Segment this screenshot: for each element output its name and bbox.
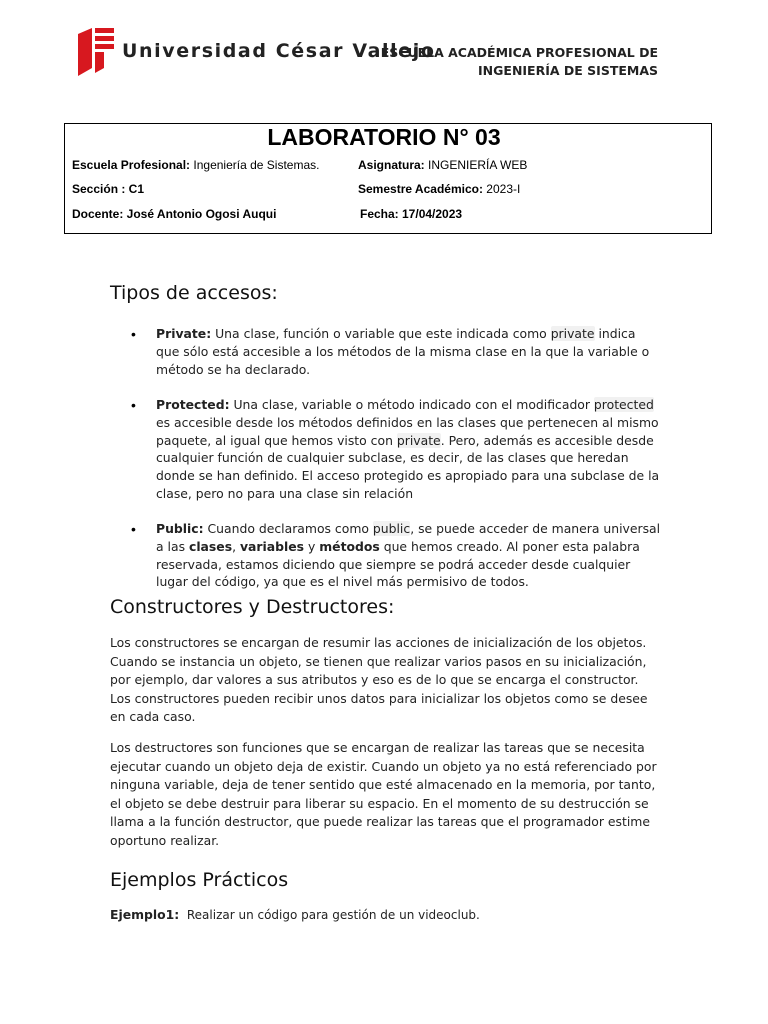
bullet-icon: • bbox=[131, 326, 136, 342]
school-field bbox=[72, 158, 319, 172]
example-1 bbox=[110, 906, 660, 925]
section-heading-constructors: Constructores y Destructores: bbox=[110, 596, 395, 618]
lab-title: LABORATORIO N° 03 bbox=[267, 124, 501, 150]
list-item-private: Private: Una clase, función o variable que este indicada como private indica que sólo está accesible a los métodos de la misma clase en la que la variable o método se ha declarado. bbox=[156, 326, 650, 377]
school-name bbox=[381, 44, 658, 80]
university-logo-icon bbox=[78, 28, 114, 76]
school-field-value: Ingeniería de Sistemas. bbox=[193, 158, 320, 172]
example-1-text: Realizar un código para gestión de un videoclub. bbox=[179, 908, 480, 922]
section-heading-access: Tipos de accesos: bbox=[110, 282, 278, 304]
list-item-public: Public: Cuando declaramos como public, se puede acceder de manera universal a las clases, variables y métodos que hemos creado. Al poner esta palabra reservada, estamos diciendo que siempre se podrá acceder desde cualquier lugar del código, ya que es el nivel más permisivo de todos. bbox=[156, 521, 661, 590]
keyword-private: private bbox=[396, 432, 441, 448]
keyword-protected: protected bbox=[593, 397, 654, 412]
list-item-protected: Protected: Una clase, variable o método indicado con el modificador protected es accesible desde los métodos definidos en las clases que pertenecen al mismo paquete, al igual que hemos visto con private. Pero, además es accesible desde cualquier función de cualquier subclase, es decir, de las clases que heredan donde se han definido. El acceso protegido es apropiado para una subclase de la clase, pero no para una clase sin relación bbox=[156, 397, 660, 501]
keyword-private: private bbox=[550, 326, 595, 341]
paragraph-constructors: Los constructores se encargan de resumir las acciones de inicialización de los objetos. Cuando se instancia un objeto, se tienen que realizar varios pasos en su inicialización, por ejemplo, dar valores a sus atributos y eso es de lo que se encarga el constructor. Los constructores pueden recibir unos datos para inicializar los objetos como se desee en cada caso. bbox=[110, 635, 648, 725]
example-1-label: Ejemplo1: bbox=[110, 907, 180, 922]
semester-field-label: Semestre Académico: bbox=[358, 182, 483, 196]
semester-field-value: 2023-I bbox=[486, 182, 521, 196]
bullet-icon: • bbox=[131, 521, 136, 537]
section-field: Sección : C1 bbox=[72, 182, 145, 196]
subject-field-label: Asignatura: bbox=[358, 158, 425, 172]
semester-field bbox=[358, 182, 520, 196]
section-heading-examples: Ejemplos Prácticos bbox=[110, 869, 289, 891]
date-field: Fecha: 17/04/2023 bbox=[360, 207, 463, 221]
school-field-label: Escuela Profesional: bbox=[72, 158, 191, 172]
paragraph-destructors: Los destructores son funciones que se encargan de realizar las tareas que se necesita ejecutar cuando un objeto deja de existir. Cuando un objeto ya no está referenciado por ninguna variable, deja de tener sentido que esté almacenado en la memoria, por tanto, el objeto se debe destruir para liberar su espacio. En el momento de su destrucción se llama a la función destructor, que puede realizar las tareas que el programador estime oportuno realizar. bbox=[110, 740, 657, 848]
subject-field-value: INGENIERÍA WEB bbox=[428, 158, 528, 172]
university-name: Universidad César Vallejo bbox=[122, 40, 436, 62]
keyword-public: public bbox=[372, 521, 411, 536]
school-line-1: ESCUELA ACADÉMICA PROFESIONAL DE bbox=[380, 45, 658, 60]
bullet-icon: • bbox=[131, 397, 136, 413]
teacher-field: Docente: José Antonio Ogosi Auqui bbox=[72, 207, 277, 221]
subject-field bbox=[358, 158, 527, 172]
school-line-2: INGENIERÍA DE SISTEMAS bbox=[478, 63, 658, 78]
